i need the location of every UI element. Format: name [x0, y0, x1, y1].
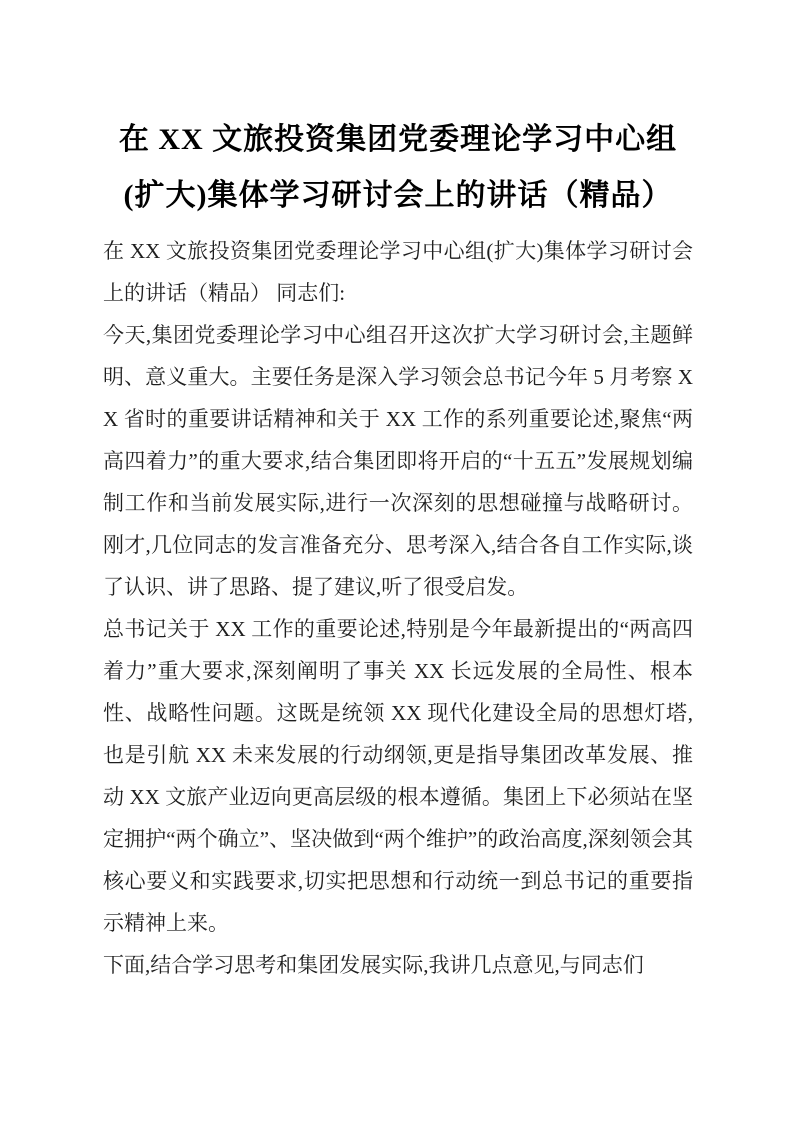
paragraph-salutation: 在 XX 文旅投资集团党委理论学习中心组(扩大)集体学习研讨会上的讲话（精品） 同志们:	[103, 239, 693, 305]
paragraph-meeting-purpose: 今天,集团党委理论学习中心组召开这次扩大学习研讨会,主题鲜明、意义重大。主要任务是深入学习领会总书记今年 5 月考察 XX 省时的重要讲话精神和关于 XX 工作的系列重要论述,聚焦“两高四着力”的重大要求,结合集团即将开启的“十五五”发展规划编制工作和当前发展实际,进行一次深刻的思想碰撞与战略研讨。刚才,几位同志的发言准备充分、思考深入,结合各自工作实际,谈了认识、讲了思路、提了建议,听了很受启发。	[103, 323, 693, 599]
paragraph-next-points: 下面,结合学习思考和集团发展实际,我讲几点意见,与同志们	[103, 953, 644, 977]
paragraph-important-remarks: 总书记关于 XX 工作的重要论述,特别是今年最新提出的“两高四着力”重大要求,深刻阐明了事关 XX 长远发展的全局性、根本性、战略性问题。这既是统领 XX 现代化建设全局的思想灯塔,也是引航 XX 未来发展的行动纲领,更是指导集团改革发展、推动 XX 文旅产业迈向更高层级的根本遵循。集团上下必须站在坚定拥护“两个确立”、坚决做到“两个维护”的政治高度,深刻领会其核心要义和实践要求,切实把思想和行动统一到总书记的重要指示精神上来。	[103, 617, 693, 935]
document-body	[103, 230, 693, 986]
document-title: 在 XX 文旅投资集团党委理论学习中心组(扩大)集体学习研讨会上的讲话（精品）	[118, 123, 678, 212]
